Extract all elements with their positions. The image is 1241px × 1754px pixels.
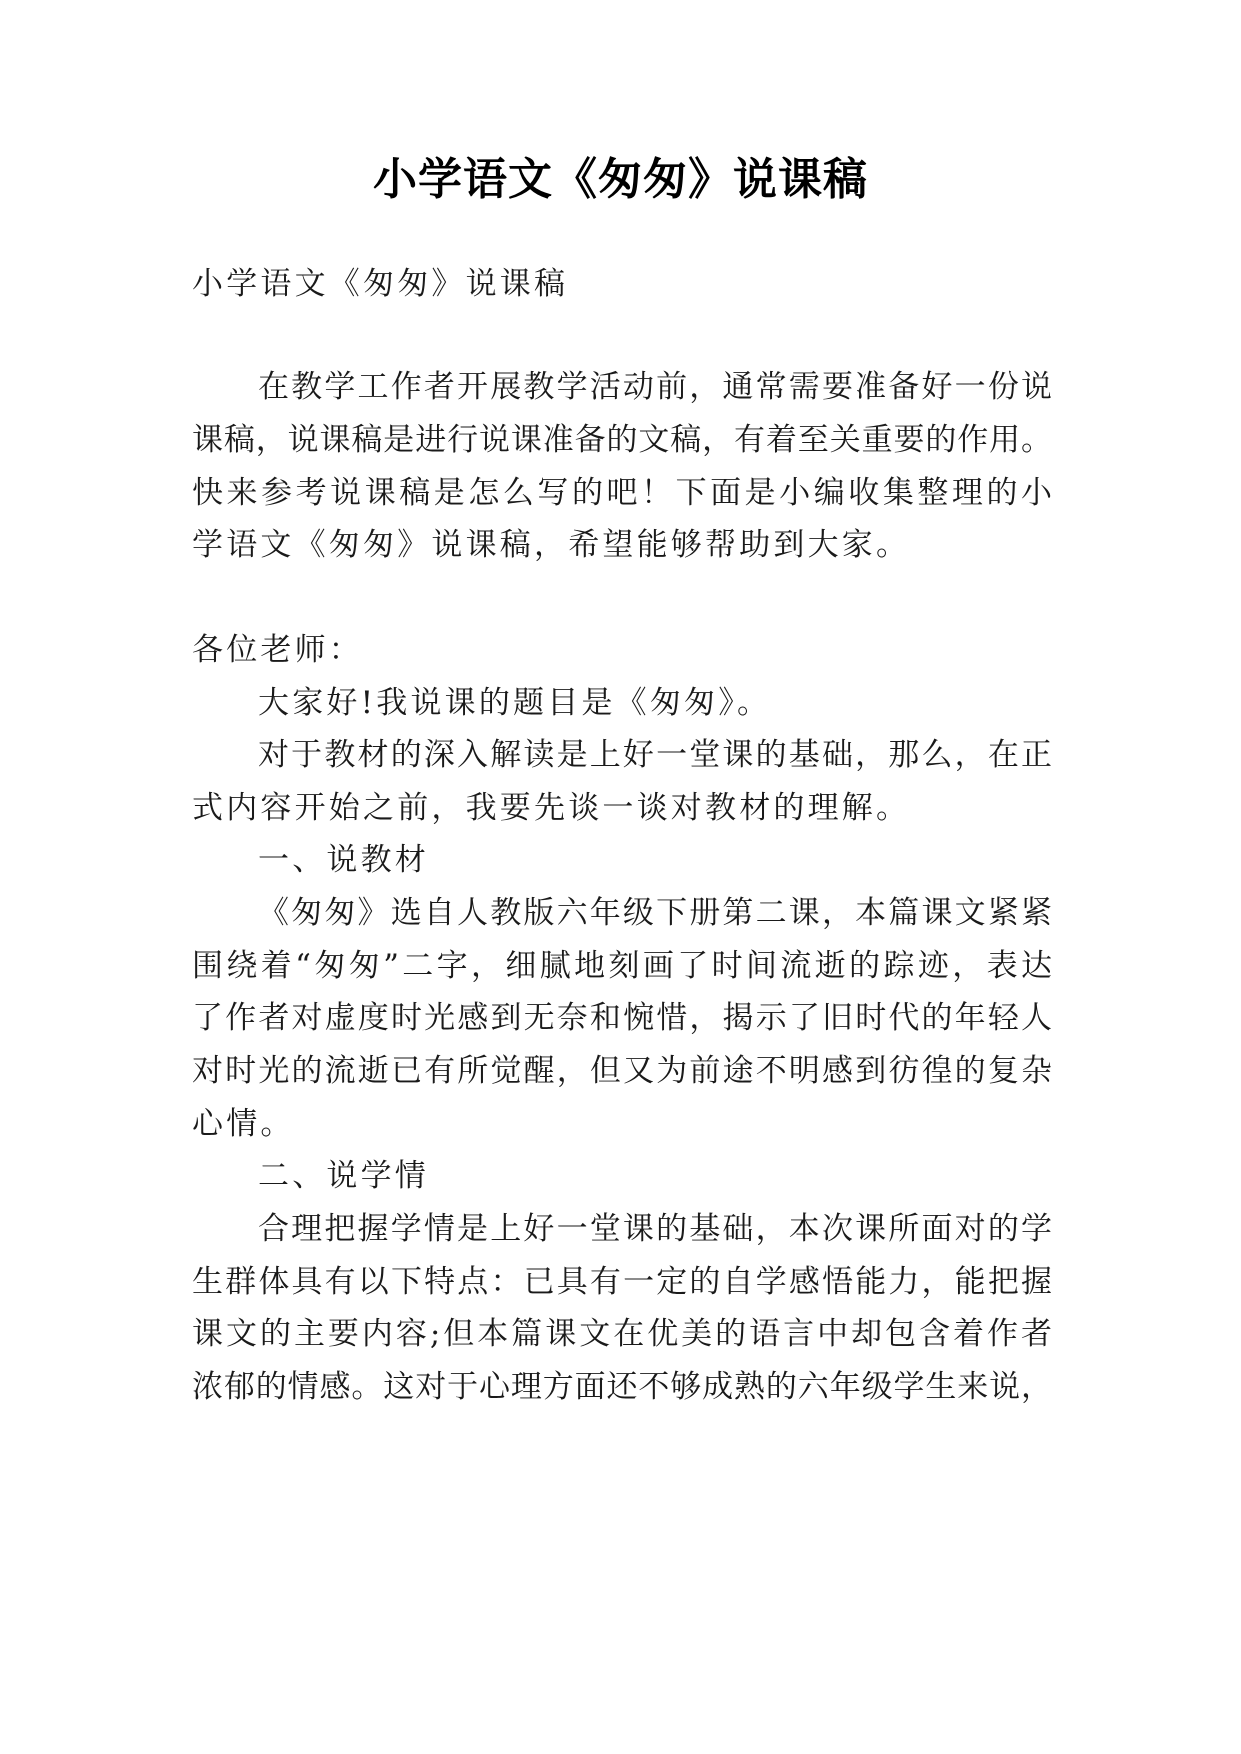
intro-line-2: 课稿，说课稿是进行说课准备的文稿，有着至关重要的作用。 xyxy=(192,422,1052,458)
textbook-line-1: 《匆匆》选自人教版六年级下册第二课，本篇课文紧紧 xyxy=(258,895,1052,931)
document-title: 小学语文《匆匆》说课稿 xyxy=(373,154,868,205)
greeting-line: 大家好!我说课的题目是《匆匆》。 xyxy=(258,685,772,721)
section-heading-textbook: 一、说教材 xyxy=(258,842,429,878)
intro-line-1: 在教学工作者开展教学活动前，通常需要准备好一份说 xyxy=(258,369,1052,405)
body-line-1: 对于教材的深入解读是上好一堂课的基础，那么，在正 xyxy=(258,737,1052,773)
students-line-2: 生群体具有以下特点：已具有一定的自学感悟能力，能把握 xyxy=(192,1264,1052,1300)
intro-line-4: 学语文《匆匆》说课稿，希望能够帮助到大家。 xyxy=(192,527,911,563)
intro-line-3: 快来参考说课稿是怎么写的吧！下面是小编收集整理的小 xyxy=(192,475,1052,511)
textbook-line-5: 心情。 xyxy=(192,1106,295,1142)
students-line-4: 浓郁的情感。这对于心理方面还不够成熟的六年级学生来说， xyxy=(192,1369,1052,1405)
subtitle-line: 小学语文《匆匆》说课稿 xyxy=(192,266,569,302)
section-heading-students: 二、说学情 xyxy=(258,1158,429,1194)
salutation-line: 各位老师： xyxy=(192,632,363,668)
students-line-3: 课文的主要内容;但本篇课文在优美的语言中却包含着作者 xyxy=(192,1316,1052,1352)
textbook-line-2: 围绕着“匆匆”二字，细腻地刻画了时间流逝的踪迹，表达 xyxy=(192,948,1052,984)
textbook-line-3: 了作者对虚度时光感到无奈和惋惜，揭示了旧时代的年轻人 xyxy=(192,1000,1052,1036)
textbook-line-4: 对时光的流逝已有所觉醒，但又为前途不明感到彷徨的复杂 xyxy=(192,1053,1052,1089)
students-line-1: 合理把握学情是上好一堂课的基础，本次课所面对的学 xyxy=(258,1211,1052,1247)
body-line-2: 式内容开始之前，我要先谈一谈对教材的理解。 xyxy=(192,790,911,826)
